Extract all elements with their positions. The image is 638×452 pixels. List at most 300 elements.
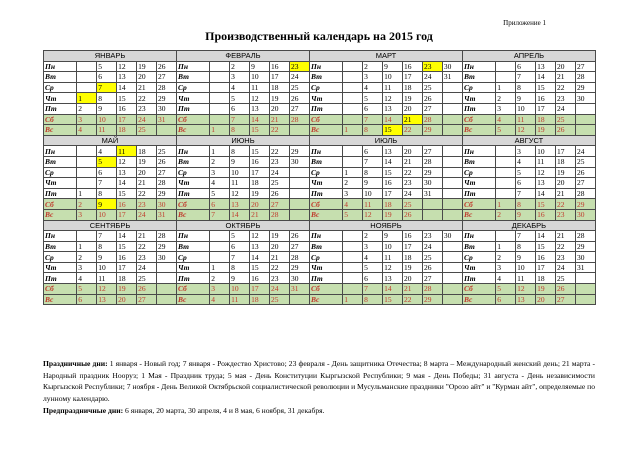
date-cell: 23	[270, 273, 290, 284]
date-cell	[575, 273, 595, 284]
date-cell: 14	[117, 231, 137, 242]
date-cell: 19	[403, 93, 423, 104]
date-cell	[496, 156, 516, 167]
date-cell: 6	[496, 294, 516, 305]
day-name-cell: Чт	[309, 262, 342, 273]
date-cell: 2	[77, 252, 97, 263]
date-cell: 24	[137, 209, 157, 220]
date-cell: 6	[363, 103, 383, 114]
date-cell: 12	[117, 156, 137, 167]
day-name-cell: Вт	[44, 241, 77, 252]
date-cell: 14	[383, 114, 403, 125]
day-name-cell: Пн	[462, 146, 495, 157]
date-cell: 19	[556, 167, 576, 178]
date-cell: 18	[270, 82, 290, 93]
date-cell: 28	[422, 284, 442, 295]
date-cell: 8	[230, 125, 250, 136]
date-cell: 1	[496, 82, 516, 93]
date-cell: 16	[117, 103, 137, 114]
day-name-cell: Чт	[309, 178, 342, 189]
date-cell: 13	[230, 199, 250, 210]
date-cell: 16	[403, 231, 423, 242]
date-cell: 28	[422, 156, 442, 167]
date-cell	[157, 125, 177, 136]
date-cell: 18	[137, 146, 157, 157]
date-cell	[496, 72, 516, 83]
date-cell	[575, 114, 595, 125]
date-cell: 1	[77, 241, 97, 252]
date-cell: 21	[403, 114, 423, 125]
date-cell	[442, 273, 462, 284]
date-cell	[77, 61, 97, 72]
date-cell: 2	[230, 61, 250, 72]
date-cell: 27	[137, 294, 157, 305]
day-name-cell: Чт	[176, 178, 209, 189]
date-cell: 3	[210, 167, 230, 178]
date-cell: 1	[343, 294, 363, 305]
date-cell: 9	[230, 156, 250, 167]
date-cell: 10	[363, 188, 383, 199]
date-cell: 3	[343, 188, 363, 199]
date-cell: 11	[230, 294, 250, 305]
weekday-row	[44, 82, 596, 93]
date-cell: 12	[250, 93, 270, 104]
date-cell: 10	[516, 103, 536, 114]
date-cell: 20	[137, 167, 157, 178]
date-cell: 27	[422, 273, 442, 284]
date-cell: 24	[422, 72, 442, 83]
day-name-cell: Вс	[462, 294, 495, 305]
day-name-cell: Пн	[44, 61, 77, 72]
day-name-cell: Ср	[44, 252, 77, 263]
date-cell: 3	[496, 103, 516, 114]
date-cell	[77, 156, 97, 167]
date-cell	[157, 262, 177, 273]
date-cell: 11	[97, 125, 117, 136]
date-cell	[496, 146, 516, 157]
date-cell: 7	[230, 114, 250, 125]
date-cell: 12	[536, 167, 556, 178]
date-cell: 5	[210, 188, 230, 199]
day-name-cell: Пн	[176, 61, 209, 72]
holidays-text: 1 января - Новый год; 7 января - Рождество Христово; 23 февраля - День защитника Отечества; 8 марта – Международный женский день; 21 марта - Народный праздник Нооруз; 1 Мая - Праздник труда; 5 мая - День Конституции Кыргызской Республики; 9 мая - День Победы; 31 августа - День независимости Кыргызской Республики; 7 ноября - День Великой Октябрьской социалистической революции и Мусульманские праздники "Орозо айт" и "Курман айт", определяемые по лунному календарю.	[43, 359, 595, 404]
day-name-cell: Сб	[176, 284, 209, 295]
day-name-cell: Чт	[462, 93, 495, 104]
date-cell: 28	[157, 178, 177, 189]
date-cell: 25	[289, 82, 309, 93]
day-name-cell: Пт	[309, 103, 342, 114]
page-title: Производственный календарь на 2015 год	[205, 29, 433, 43]
day-name-cell: Пн	[309, 61, 342, 72]
date-cell: 8	[97, 188, 117, 199]
preholidays-text: 6 января, 20 марта, 30 апреля, 4 и 8 мая, 6 ноября, 31 декабря.	[123, 405, 325, 415]
date-cell: 25	[270, 178, 290, 189]
date-cell	[575, 294, 595, 305]
date-cell: 30	[575, 252, 595, 263]
day-name-cell: Пт	[462, 188, 495, 199]
day-name-cell: Ср	[176, 252, 209, 263]
weekday-row	[44, 188, 596, 199]
date-cell: 21	[403, 156, 423, 167]
date-cell	[210, 61, 230, 72]
weekday-row	[44, 178, 596, 189]
day-name-cell: Сб	[462, 114, 495, 125]
day-name-cell: Ср	[44, 167, 77, 178]
date-cell: 20	[250, 199, 270, 210]
preholidays-note	[43, 405, 595, 417]
month-name: ДЕКАБРЬ	[462, 220, 595, 231]
day-name-cell: Чт	[44, 178, 77, 189]
date-cell	[442, 103, 462, 114]
date-cell: 27	[422, 103, 442, 114]
date-cell: 20	[403, 146, 423, 157]
weekday-row	[44, 156, 596, 167]
date-cell: 12	[250, 231, 270, 242]
date-cell	[289, 188, 309, 199]
date-cell: 15	[383, 167, 403, 178]
date-cell: 9	[516, 93, 536, 104]
day-name-cell: Вс	[462, 209, 495, 220]
date-cell	[210, 114, 230, 125]
date-cell	[343, 61, 363, 72]
date-cell: 20	[117, 294, 137, 305]
date-cell: 26	[556, 125, 576, 136]
weekend-row	[44, 209, 596, 220]
day-name-cell: Сб	[176, 199, 209, 210]
date-cell: 16	[383, 178, 403, 189]
date-cell	[157, 273, 177, 284]
month-header-row	[44, 51, 596, 62]
day-name-cell: Вс	[44, 209, 77, 220]
day-name-cell: Ср	[462, 82, 495, 93]
date-cell: 27	[556, 294, 576, 305]
date-cell: 10	[97, 209, 117, 220]
day-name-cell: Сб	[309, 284, 342, 295]
date-cell: 13	[383, 103, 403, 114]
date-cell: 10	[230, 284, 250, 295]
date-cell: 23	[422, 61, 442, 72]
date-cell: 26	[157, 61, 177, 72]
date-cell: 7	[516, 72, 536, 83]
date-cell	[442, 241, 462, 252]
date-cell: 2	[363, 61, 383, 72]
date-cell: 26	[137, 284, 157, 295]
date-cell: 18	[403, 82, 423, 93]
date-cell: 6	[97, 167, 117, 178]
date-cell	[496, 61, 516, 72]
date-cell: 20	[556, 61, 576, 72]
date-cell: 31	[289, 284, 309, 295]
date-cell: 6	[363, 273, 383, 284]
date-cell: 29	[575, 241, 595, 252]
day-name-cell: Чт	[176, 262, 209, 273]
weekday-row	[44, 273, 596, 284]
date-cell: 18	[403, 252, 423, 263]
date-cell: 4	[516, 156, 536, 167]
day-name-cell: Вт	[309, 156, 342, 167]
date-cell: 29	[289, 262, 309, 273]
date-cell: 30	[422, 178, 442, 189]
date-cell: 17	[250, 167, 270, 178]
date-cell: 29	[157, 188, 177, 199]
date-cell: 12	[516, 125, 536, 136]
date-cell: 24	[556, 262, 576, 273]
date-cell: 29	[157, 241, 177, 252]
day-name-cell: Чт	[462, 262, 495, 273]
date-cell	[442, 188, 462, 199]
date-cell: 20	[536, 294, 556, 305]
date-cell: 13	[117, 72, 137, 83]
date-cell: 30	[442, 231, 462, 242]
date-cell: 23	[403, 178, 423, 189]
date-cell: 24	[289, 72, 309, 83]
weekday-row	[44, 146, 596, 157]
date-cell: 30	[157, 252, 177, 263]
date-cell: 2	[343, 178, 363, 189]
date-cell: 9	[383, 231, 403, 242]
date-cell	[77, 82, 97, 93]
date-cell: 5	[496, 284, 516, 295]
date-cell: 16	[403, 61, 423, 72]
date-cell: 7	[516, 231, 536, 242]
day-name-cell: Сб	[309, 199, 342, 210]
date-cell: 16	[117, 199, 137, 210]
date-cell: 7	[363, 156, 383, 167]
date-cell: 17	[556, 146, 576, 157]
day-name-cell: Пн	[309, 231, 342, 242]
date-cell: 7	[97, 231, 117, 242]
date-cell: 8	[97, 93, 117, 104]
date-cell: 3	[230, 72, 250, 83]
date-cell: 13	[250, 103, 270, 114]
date-cell	[442, 209, 462, 220]
month-name: ФЕВРАЛЬ	[176, 51, 309, 62]
date-cell: 8	[516, 82, 536, 93]
date-cell: 14	[230, 209, 250, 220]
date-cell: 12	[117, 61, 137, 72]
date-cell: 17	[536, 103, 556, 114]
day-name-cell: Пт	[44, 273, 77, 284]
date-cell: 18	[556, 156, 576, 167]
date-cell: 19	[250, 188, 270, 199]
date-cell: 16	[250, 156, 270, 167]
date-cell	[77, 146, 97, 157]
date-cell: 27	[270, 199, 290, 210]
date-cell: 30	[575, 209, 595, 220]
date-cell	[210, 82, 230, 93]
date-cell	[343, 252, 363, 263]
date-cell: 21	[556, 188, 576, 199]
day-name-cell: Вт	[44, 156, 77, 167]
date-cell: 2	[496, 209, 516, 220]
date-cell: 16	[270, 61, 290, 72]
production-calendar-table	[43, 50, 596, 305]
date-cell: 18	[383, 199, 403, 210]
date-cell: 9	[250, 61, 270, 72]
date-cell	[289, 199, 309, 210]
date-cell	[289, 294, 309, 305]
date-cell: 17	[117, 209, 137, 220]
date-cell: 8	[516, 241, 536, 252]
date-cell: 12	[230, 188, 250, 199]
date-cell	[442, 82, 462, 93]
month-name: АПРЕЛЬ	[462, 51, 595, 62]
date-cell: 21	[270, 114, 290, 125]
date-cell: 16	[250, 273, 270, 284]
day-name-cell: Вт	[309, 241, 342, 252]
date-cell: 26	[289, 93, 309, 104]
day-name-cell: Пт	[462, 103, 495, 114]
date-cell: 2	[363, 231, 383, 242]
date-cell: 1	[77, 93, 97, 104]
date-cell: 15	[117, 93, 137, 104]
date-cell: 8	[97, 241, 117, 252]
date-cell: 22	[137, 93, 157, 104]
date-cell: 9	[383, 61, 403, 72]
date-cell: 4	[363, 252, 383, 263]
date-cell: 4	[230, 82, 250, 93]
date-cell: 7	[516, 188, 536, 199]
day-name-cell: Чт	[44, 93, 77, 104]
weekday-row	[44, 61, 596, 72]
date-cell: 25	[270, 294, 290, 305]
date-cell: 24	[575, 146, 595, 157]
day-name-cell: Вс	[44, 125, 77, 136]
date-cell: 30	[289, 273, 309, 284]
day-name-cell: Вс	[44, 294, 77, 305]
date-cell: 14	[536, 72, 556, 83]
date-cell: 10	[516, 262, 536, 273]
date-cell: 20	[270, 241, 290, 252]
day-name-cell: Пт	[176, 188, 209, 199]
date-cell: 23	[289, 61, 309, 72]
date-cell: 3	[363, 241, 383, 252]
date-cell: 23	[556, 93, 576, 104]
date-cell: 15	[383, 125, 403, 136]
date-cell: 12	[516, 284, 536, 295]
date-cell	[289, 209, 309, 220]
date-cell: 22	[556, 199, 576, 210]
day-name-cell: Чт	[309, 93, 342, 104]
day-name-cell: Чт	[462, 178, 495, 189]
date-cell	[496, 178, 516, 189]
date-cell: 15	[117, 188, 137, 199]
date-cell: 2	[77, 103, 97, 114]
date-cell: 11	[516, 273, 536, 284]
date-cell: 28	[157, 82, 177, 93]
date-cell: 21	[137, 231, 157, 242]
date-cell: 3	[496, 262, 516, 273]
date-cell: 22	[403, 167, 423, 178]
day-name-cell: Вс	[309, 209, 342, 220]
date-cell: 14	[250, 114, 270, 125]
day-name-cell: Сб	[176, 114, 209, 125]
weekday-row	[44, 167, 596, 178]
date-cell: 28	[575, 72, 595, 83]
date-cell: 19	[383, 209, 403, 220]
date-cell	[343, 262, 363, 273]
date-cell: 13	[383, 273, 403, 284]
day-name-cell: Вт	[44, 72, 77, 83]
date-cell: 5	[77, 284, 97, 295]
date-cell: 15	[536, 241, 556, 252]
day-name-cell: Сб	[44, 114, 77, 125]
day-name-cell: Вт	[176, 241, 209, 252]
date-cell: 25	[556, 273, 576, 284]
date-cell: 6	[77, 294, 97, 305]
date-cell: 19	[536, 284, 556, 295]
date-cell: 11	[97, 273, 117, 284]
date-cell: 28	[289, 252, 309, 263]
date-cell: 21	[137, 178, 157, 189]
date-cell: 21	[556, 72, 576, 83]
date-cell: 19	[137, 61, 157, 72]
date-cell: 9	[97, 103, 117, 114]
date-cell: 28	[575, 188, 595, 199]
day-name-cell: Пт	[176, 103, 209, 114]
weekend-row	[44, 284, 596, 295]
date-cell: 22	[270, 125, 290, 136]
weekday-row	[44, 252, 596, 263]
date-cell: 4	[97, 146, 117, 157]
date-cell: 16	[117, 252, 137, 263]
date-cell	[442, 156, 462, 167]
date-cell: 19	[270, 93, 290, 104]
date-cell: 14	[536, 188, 556, 199]
date-cell	[442, 125, 462, 136]
date-cell	[343, 273, 363, 284]
date-cell: 29	[422, 294, 442, 305]
date-cell: 10	[383, 72, 403, 83]
day-name-cell: Вт	[462, 72, 495, 83]
date-cell: 22	[403, 125, 423, 136]
date-cell: 9	[363, 178, 383, 189]
date-cell: 4	[210, 178, 230, 189]
date-cell: 8	[516, 199, 536, 210]
date-cell: 10	[250, 72, 270, 83]
date-cell: 2	[210, 156, 230, 167]
date-cell: 6	[516, 178, 536, 189]
date-cell: 11	[536, 156, 556, 167]
date-cell: 17	[117, 262, 137, 273]
date-cell: 29	[157, 93, 177, 104]
date-cell: 29	[575, 199, 595, 210]
date-cell	[210, 241, 230, 252]
day-name-cell: Чт	[44, 262, 77, 273]
date-cell: 27	[289, 103, 309, 114]
date-cell	[343, 114, 363, 125]
date-cell: 7	[97, 178, 117, 189]
date-cell: 1	[343, 167, 363, 178]
month-name: ЯНВАРЬ	[44, 51, 177, 62]
day-name-cell: Пн	[44, 231, 77, 242]
day-name-cell: Вт	[176, 72, 209, 83]
date-cell: 20	[137, 72, 157, 83]
date-cell: 18	[536, 114, 556, 125]
date-cell: 23	[556, 252, 576, 263]
date-cell: 9	[516, 252, 536, 263]
date-cell: 16	[536, 252, 556, 263]
date-cell: 14	[117, 82, 137, 93]
date-cell: 24	[403, 188, 423, 199]
date-cell: 4	[496, 273, 516, 284]
date-cell: 28	[575, 231, 595, 242]
date-cell	[343, 82, 363, 93]
day-name-cell: Вс	[176, 294, 209, 305]
date-cell	[575, 103, 595, 114]
date-cell: 31	[157, 114, 177, 125]
date-cell: 15	[250, 146, 270, 157]
